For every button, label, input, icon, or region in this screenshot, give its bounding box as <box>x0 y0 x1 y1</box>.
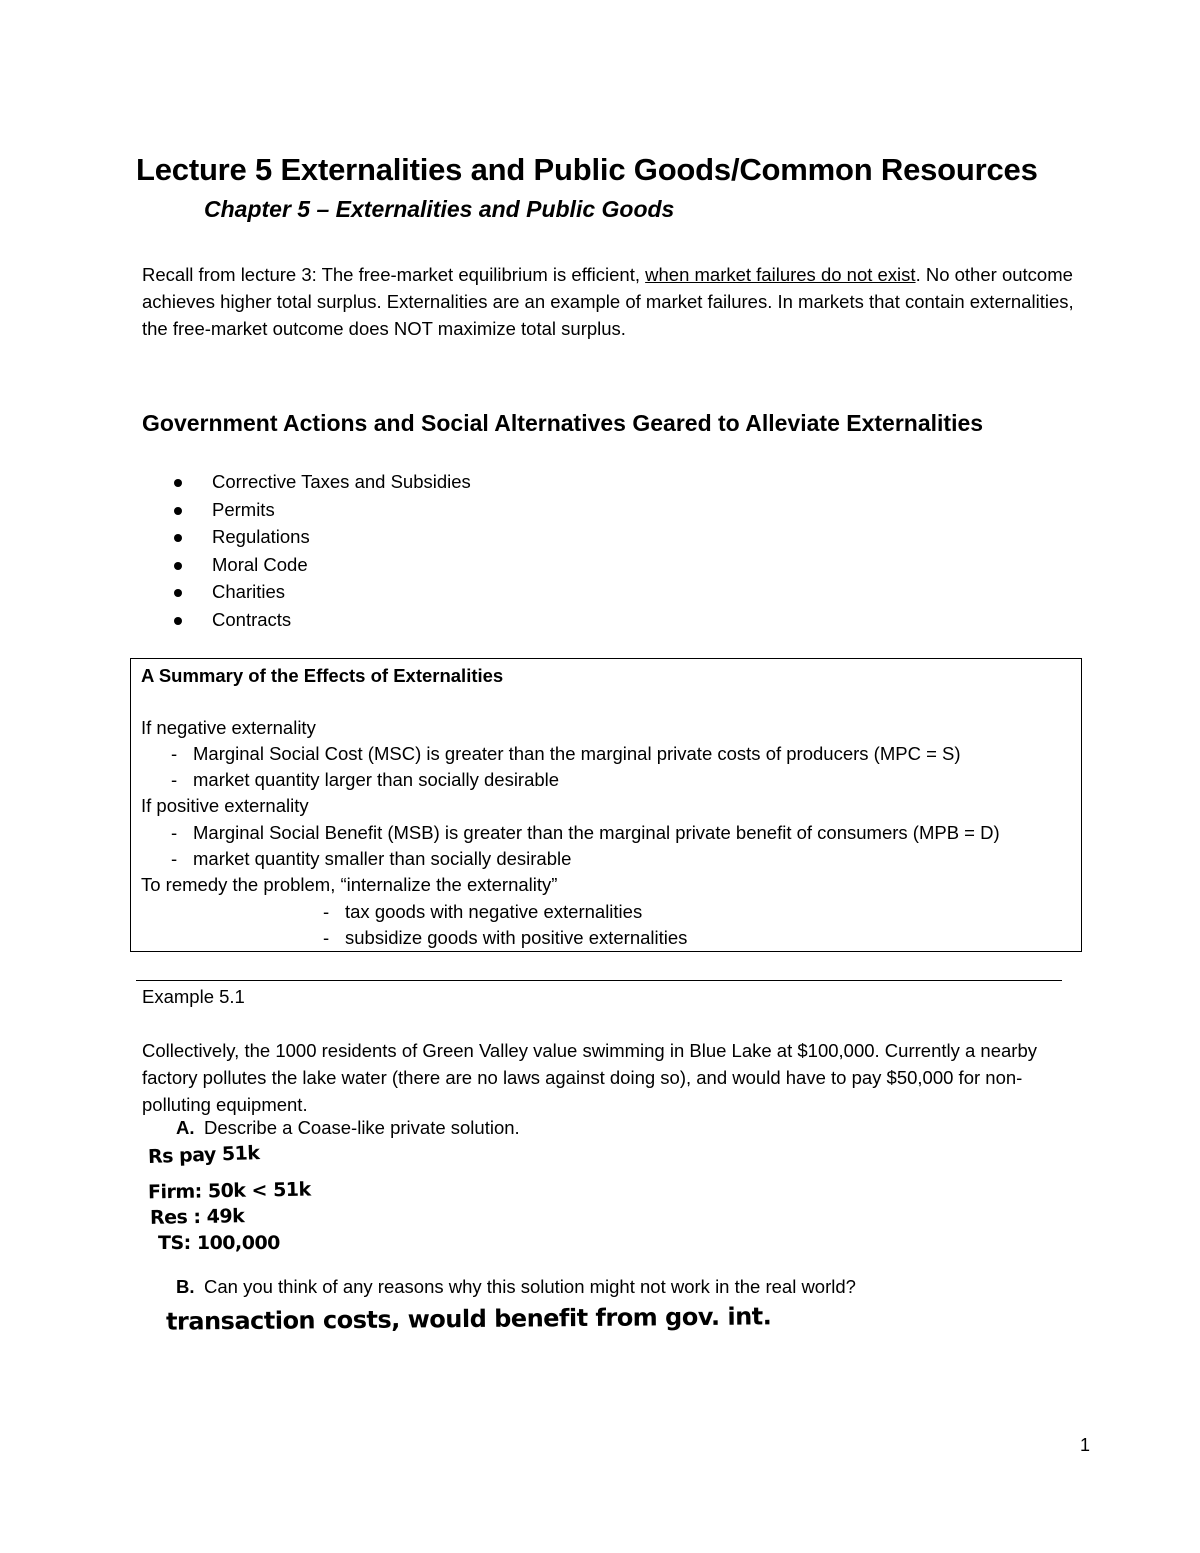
negative-item-text: Marginal Social Cost (MSC) is greater than the marginal private costs of producers (MPC = S) <box>193 743 961 764</box>
remedy-item: - subsidize goods with positive externalities <box>323 927 688 948</box>
summary-box <box>130 658 1082 952</box>
list-item: Permits <box>170 496 471 524</box>
positive-item: - Marginal Social Benefit (MSB) is greater than the marginal private benefit of consumers (MPB = D) <box>171 822 1000 843</box>
list-item: Regulations <box>170 523 471 551</box>
list-item: Moral Code <box>170 551 471 579</box>
remedy-label: To remedy the problem, “internalize the externality” <box>141 874 558 895</box>
remedy-item-text: subsidize goods with positive externalities <box>345 927 688 948</box>
intro-paragraph <box>142 261 1082 342</box>
summary-heading: A Summary of the Effects of Externalities <box>141 665 504 686</box>
negative-item: - Marginal Social Cost (MSC) is greater than the marginal private costs of producers (MPC = S) <box>171 743 961 764</box>
negative-item-text: market quantity larger than socially desirable <box>193 769 560 790</box>
question-b-text: Can you think of any reasons why this solution might not work in the real world? <box>204 1276 856 1297</box>
intro-text-part1: Recall from lecture 3: The free-market equilibrium is efficient, <box>142 264 646 285</box>
question-a <box>176 1117 520 1139</box>
list-item: Contracts <box>170 606 471 634</box>
remedy-item: - tax goods with negative externalities <box>323 901 643 922</box>
question-a-letter: A. <box>176 1117 195 1138</box>
positive-item-text: market quantity smaller than socially desirable <box>193 848 572 869</box>
positive-item: - market quantity smaller than socially desirable <box>171 848 572 869</box>
page-number: 1 <box>1080 1435 1091 1455</box>
example-text: Collectively, the 1000 residents of Green Valley value swimming in Blue Lake at $100,000. Currently a nearby factory pollutes the lake water (there are no laws against doing so), and would have to pay $50,000 for non-polluting equipment. <box>142 1040 1037 1115</box>
question-a-text: Describe a Coase-like private solution. <box>204 1117 520 1138</box>
handwritten-answer-a-line: Res : 49k <box>149 1205 245 1229</box>
intro-underlined-phrase: when market failures do not exist <box>645 264 916 285</box>
list-item: Charities <box>170 578 471 606</box>
intro-text-part2: . No other outcome achieves higher total surplus. Externalities are an example of market failures. In markets that contain externalities, the free-market outcome does NOT maximize total surplus. <box>142 264 1074 339</box>
remedy-item-text: tax goods with negative externalities <box>345 901 643 922</box>
page-title: Lecture 5 Externalities and Public Goods/Common Resources <box>136 152 1038 187</box>
question-b <box>176 1276 856 1298</box>
negative-externality-label: If negative externality <box>141 717 316 738</box>
alternatives-list <box>170 468 471 634</box>
list-item: Corrective Taxes and Subsidies <box>170 468 471 496</box>
handwritten-answer-b: transaction costs, would benefit from gov. int. <box>165 1302 772 1336</box>
positive-externality-label: If positive externality <box>141 795 309 816</box>
chapter-subtitle: Chapter 5 – Externalities and Public Goods <box>204 196 675 222</box>
section-heading: Government Actions and Social Alternatives Geared to Alleviate Externalities <box>142 410 984 436</box>
handwritten-answer-a-line: Rs pay 51k <box>147 1142 260 1168</box>
negative-item: - market quantity larger than socially desirable <box>171 769 560 790</box>
example-label: Example 5.1 <box>142 986 245 1007</box>
handwritten-answer-a-line: Firm: 50k < 51k <box>147 1178 311 1204</box>
question-b-letter: B. <box>176 1276 195 1297</box>
handwritten-answer-a-line: TS: 100,000 <box>158 1232 280 1254</box>
divider <box>136 980 1062 981</box>
positive-item-text: Marginal Social Benefit (MSB) is greater than the marginal private benefit of consumers (MPB = D) <box>193 822 1000 843</box>
